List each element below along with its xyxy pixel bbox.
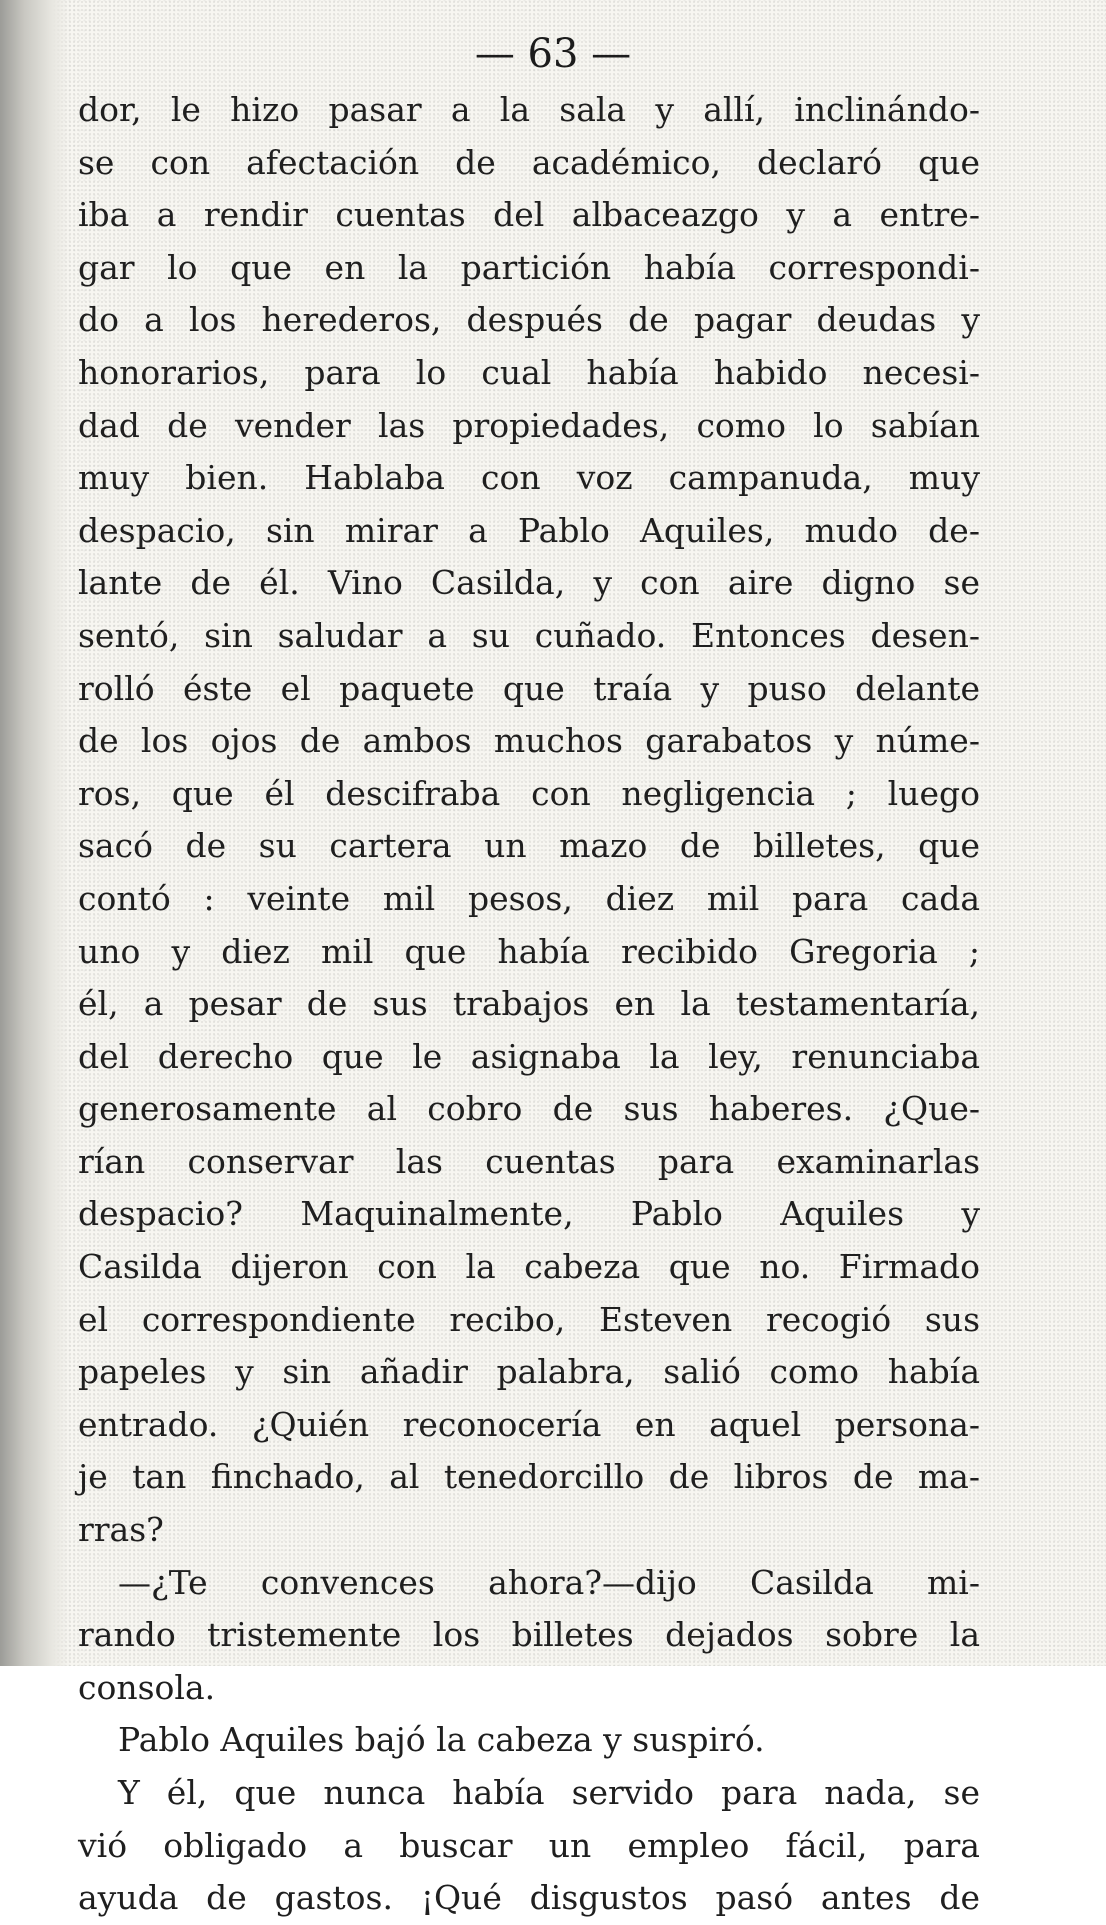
text-line: dor, le hizo pasar a la sala y allí, inclinándo-: [78, 90, 980, 129]
text-line: Y él, que nunca había servido para nada, se: [118, 1773, 980, 1812]
text-line: sacó de su cartera un mazo de billetes, que: [78, 826, 980, 866]
text-line: de los ojos de ambos muchos garabatos y núme-: [78, 721, 980, 761]
text-line: rolló éste el paquete que traía y puso delante: [78, 668, 980, 708]
text-line: Casilda dijeron con la cabeza que no. Firmado: [78, 1247, 980, 1287]
text-line: gar lo que en la partición había correspondi-: [78, 247, 980, 287]
text-line: do a los herederos, después de pagar deudas y: [78, 300, 980, 340]
text-line: se con afectación de académico, declaró que: [78, 142, 980, 182]
text-line: iba a rendir cuentas del albaceazgo y a entre-: [78, 195, 980, 235]
text-line: rras?: [78, 1510, 164, 1550]
text-line: —¿Te convences ahora?—dijo Casilda mi-: [118, 1562, 980, 1602]
text-line: honorarios, para lo cual había habido necesi-: [78, 352, 980, 392]
text-line: generosamente al cobro de sus haberes. ¿Que-: [78, 1089, 980, 1129]
text-line: él, a pesar de sus trabajos en la testamentaría,: [78, 984, 980, 1024]
text-line: entrado. ¿Quién reconocería en aquel persona-: [78, 1404, 980, 1444]
text-line: el correspondiente recibo, Esteven recogió sus: [78, 1299, 980, 1339]
text-line: papeles y sin añadir palabra, salió como había: [78, 1352, 980, 1392]
text-line: ayuda de gastos. ¡Qué disgustos pasó antes de: [78, 1878, 980, 1918]
text-line: Pablo Aquiles bajó la cabeza y suspiró.: [118, 1720, 765, 1760]
text-line: rían conservar las cuentas para examinarlas: [78, 1141, 980, 1181]
text-line: despacio, sin mirar a Pablo Aquiles, mudo de-: [78, 510, 980, 550]
text-line: sentó, sin saludar a su cuñado. Entonces desen-: [78, 615, 980, 655]
text-line: je tan finchado, al tenedorcillo de libros de ma-: [78, 1457, 980, 1497]
text-line: vió obligado a buscar un empleo fácil, para: [78, 1825, 980, 1865]
body-text: [78, 84, 980, 1925]
text-line: rando tristemente los billetes dejados sobre la: [78, 1615, 980, 1655]
page-number: — 63 —: [474, 31, 632, 77]
text-line: uno y diez mil que había recibido Gregoria ;: [78, 931, 980, 971]
text-line: muy bien. Hablaba con voz campanuda, muy: [78, 458, 980, 498]
binding-shadow: [0, 0, 70, 1666]
text-line: despacio? Maquinalmente, Pablo Aquiles y: [78, 1194, 980, 1234]
text-line: consola.: [78, 1667, 216, 1707]
text-line: del derecho que le asignaba la ley, renunciaba: [78, 1036, 980, 1076]
text-line: dad de vender las propiedades, como lo sabían: [78, 405, 980, 445]
text-line: contó : veinte mil pesos, diez mil para cada: [78, 878, 980, 918]
text-line: ros, que él descifraba con negligencia ; luego: [78, 773, 980, 813]
text-line: lante de él. Vino Casilda, y con aire digno se: [78, 563, 980, 603]
